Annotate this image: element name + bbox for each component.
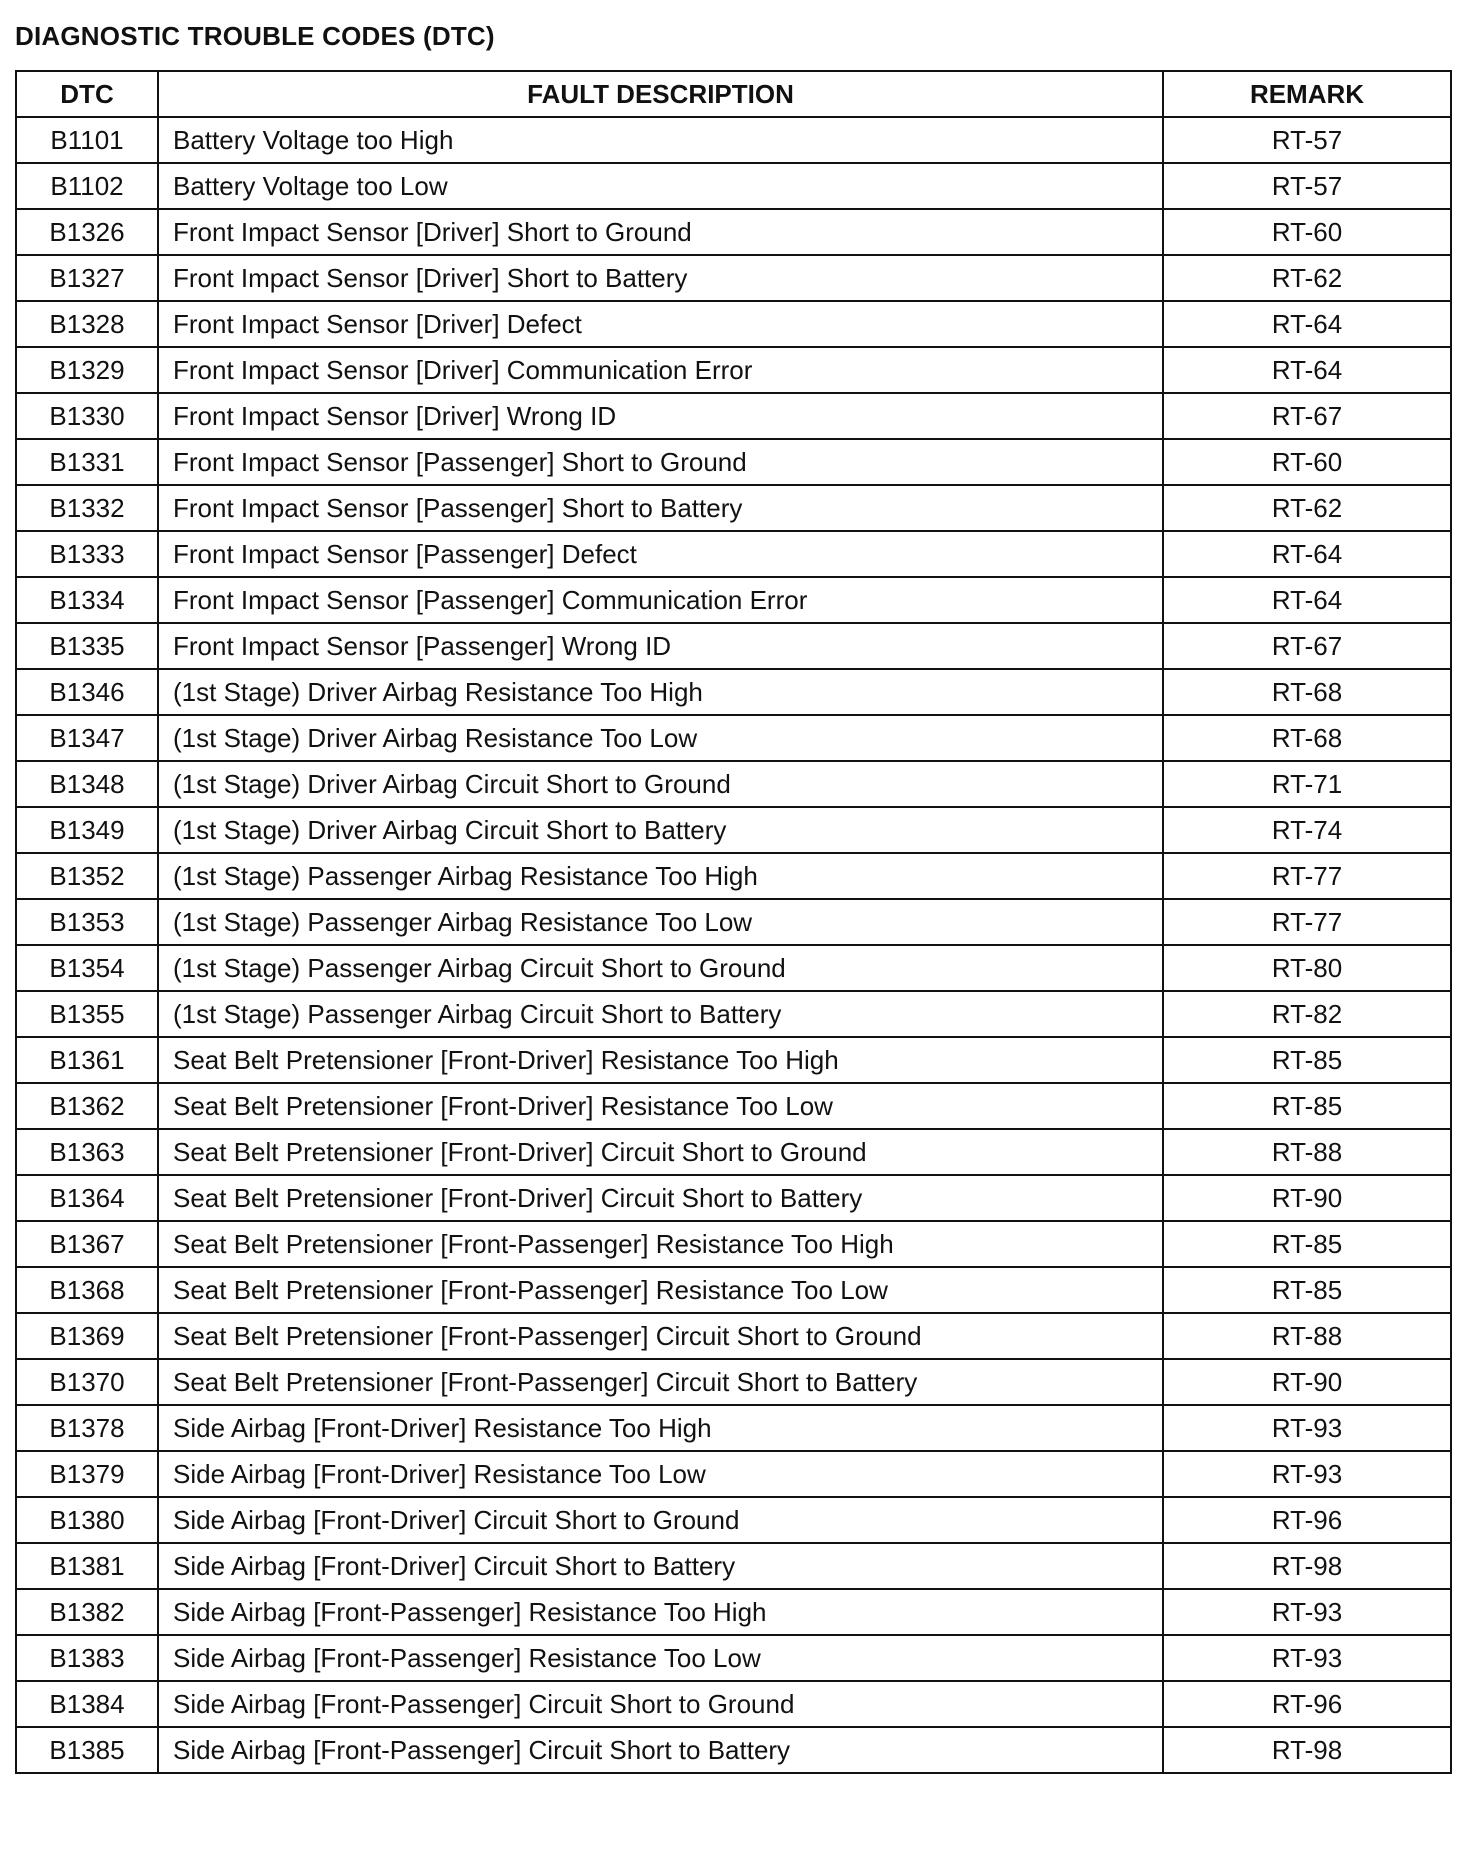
table-row [16, 531, 1451, 577]
fault-description-cell: (1st Stage) Passenger Airbag Resistance Too High [158, 853, 1163, 899]
table-row [16, 301, 1451, 347]
remark-cell: RT-64 [1163, 347, 1451, 393]
table-row [16, 1129, 1451, 1175]
dtc-code-cell: B1329 [16, 347, 158, 393]
table-row [16, 209, 1451, 255]
header-dtc: DTC [16, 71, 158, 117]
remark-cell: RT-77 [1163, 899, 1451, 945]
dtc-code-cell: B1383 [16, 1635, 158, 1681]
dtc-code-cell: B1332 [16, 485, 158, 531]
remark-cell: RT-90 [1163, 1175, 1451, 1221]
dtc-code-cell: B1362 [16, 1083, 158, 1129]
table-row [16, 761, 1451, 807]
table-row [16, 117, 1451, 163]
table-row [16, 807, 1451, 853]
fault-description-cell: Side Airbag [Front-Passenger] Resistance Too Low [158, 1635, 1163, 1681]
remark-cell: RT-93 [1163, 1589, 1451, 1635]
dtc-code-cell: B1355 [16, 991, 158, 1037]
fault-description-cell: Side Airbag [Front-Driver] Circuit Short to Ground [158, 1497, 1163, 1543]
table-row [16, 1313, 1451, 1359]
table-row [16, 1635, 1451, 1681]
fault-description-cell: Seat Belt Pretensioner [Front-Driver] Resistance Too Low [158, 1083, 1163, 1129]
remark-cell: RT-80 [1163, 945, 1451, 991]
dtc-code-cell: B1102 [16, 163, 158, 209]
fault-description-cell: Seat Belt Pretensioner [Front-Driver] Circuit Short to Ground [158, 1129, 1163, 1175]
remark-cell: RT-62 [1163, 255, 1451, 301]
table-row [16, 1359, 1451, 1405]
fault-description-cell: (1st Stage) Driver Airbag Circuit Short to Ground [158, 761, 1163, 807]
remark-cell: RT-93 [1163, 1451, 1451, 1497]
remark-cell: RT-57 [1163, 163, 1451, 209]
table-row [16, 1083, 1451, 1129]
remark-cell: RT-60 [1163, 209, 1451, 255]
dtc-code-cell: B1385 [16, 1727, 158, 1773]
fault-description-cell: Battery Voltage too High [158, 117, 1163, 163]
remark-cell: RT-62 [1163, 485, 1451, 531]
table-row [16, 1497, 1451, 1543]
remark-cell: RT-90 [1163, 1359, 1451, 1405]
remark-cell: RT-85 [1163, 1083, 1451, 1129]
remark-cell: RT-82 [1163, 991, 1451, 1037]
dtc-code-cell: B1326 [16, 209, 158, 255]
remark-cell: RT-85 [1163, 1037, 1451, 1083]
remark-cell: RT-93 [1163, 1405, 1451, 1451]
table-row [16, 991, 1451, 1037]
fault-description-cell: Front Impact Sensor [Driver] Short to Battery [158, 255, 1163, 301]
table-row [16, 255, 1451, 301]
fault-description-cell: Seat Belt Pretensioner [Front-Passenger] Circuit Short to Ground [158, 1313, 1163, 1359]
table-row [16, 1589, 1451, 1635]
dtc-code-cell: B1384 [16, 1681, 158, 1727]
dtc-code-cell: B1333 [16, 531, 158, 577]
remark-cell: RT-67 [1163, 393, 1451, 439]
dtc-code-cell: B1353 [16, 899, 158, 945]
dtc-code-cell: B1352 [16, 853, 158, 899]
table-row [16, 1175, 1451, 1221]
fault-description-cell: Side Airbag [Front-Passenger] Resistance Too High [158, 1589, 1163, 1635]
remark-cell: RT-77 [1163, 853, 1451, 899]
table-row [16, 393, 1451, 439]
table-row [16, 945, 1451, 991]
dtc-code-cell: B1380 [16, 1497, 158, 1543]
dtc-code-cell: B1378 [16, 1405, 158, 1451]
dtc-code-cell: B1330 [16, 393, 158, 439]
dtc-code-cell: B1354 [16, 945, 158, 991]
header-remark: REMARK [1163, 71, 1451, 117]
table-row [16, 1267, 1451, 1313]
remark-cell: RT-98 [1163, 1543, 1451, 1589]
remark-cell: RT-71 [1163, 761, 1451, 807]
fault-description-cell: (1st Stage) Passenger Airbag Circuit Short to Battery [158, 991, 1163, 1037]
fault-description-cell: Front Impact Sensor [Driver] Short to Ground [158, 209, 1163, 255]
table-row [16, 1405, 1451, 1451]
remark-cell: RT-98 [1163, 1727, 1451, 1773]
fault-description-cell: Front Impact Sensor [Driver] Defect [158, 301, 1163, 347]
fault-description-cell: Side Airbag [Front-Passenger] Circuit Short to Ground [158, 1681, 1163, 1727]
fault-description-cell: Side Airbag [Front-Driver] Resistance Too Low [158, 1451, 1163, 1497]
fault-description-cell: Seat Belt Pretensioner [Front-Driver] Circuit Short to Battery [158, 1175, 1163, 1221]
dtc-code-cell: B1363 [16, 1129, 158, 1175]
dtc-code-cell: B1379 [16, 1451, 158, 1497]
dtc-code-cell: B1331 [16, 439, 158, 485]
table-row [16, 899, 1451, 945]
fault-description-cell: Seat Belt Pretensioner [Front-Passenger] Resistance Too High [158, 1221, 1163, 1267]
header-fault-description: FAULT DESCRIPTION [158, 71, 1163, 117]
table-row [16, 1727, 1451, 1773]
remark-cell: RT-85 [1163, 1221, 1451, 1267]
dtc-code-cell: B1381 [16, 1543, 158, 1589]
table-row [16, 715, 1451, 761]
fault-description-cell: Front Impact Sensor [Passenger] Defect [158, 531, 1163, 577]
table-header [16, 71, 1451, 117]
table-row [16, 1037, 1451, 1083]
table-row [16, 1543, 1451, 1589]
fault-description-cell: (1st Stage) Passenger Airbag Resistance Too Low [158, 899, 1163, 945]
table-row [16, 485, 1451, 531]
fault-description-cell: (1st Stage) Driver Airbag Resistance Too High [158, 669, 1163, 715]
dtc-code-cell: B1370 [16, 1359, 158, 1405]
fault-description-cell: Front Impact Sensor [Passenger] Communication Error [158, 577, 1163, 623]
remark-cell: RT-64 [1163, 531, 1451, 577]
remark-cell: RT-85 [1163, 1267, 1451, 1313]
dtc-table [15, 70, 1452, 1774]
table-row [16, 1221, 1451, 1267]
dtc-code-cell: B1347 [16, 715, 158, 761]
table-row [16, 439, 1451, 485]
remark-cell: RT-64 [1163, 577, 1451, 623]
dtc-code-cell: B1334 [16, 577, 158, 623]
table-row [16, 1451, 1451, 1497]
fault-description-cell: Front Impact Sensor [Passenger] Short to Battery [158, 485, 1163, 531]
remark-cell: RT-74 [1163, 807, 1451, 853]
remark-cell: RT-93 [1163, 1635, 1451, 1681]
fault-description-cell: Side Airbag [Front-Passenger] Circuit Short to Battery [158, 1727, 1163, 1773]
table-row [16, 1681, 1451, 1727]
dtc-code-cell: B1101 [16, 117, 158, 163]
remark-cell: RT-60 [1163, 439, 1451, 485]
table-body [16, 117, 1451, 1773]
dtc-code-cell: B1382 [16, 1589, 158, 1635]
dtc-code-cell: B1346 [16, 669, 158, 715]
dtc-code-cell: B1367 [16, 1221, 158, 1267]
table-row [16, 623, 1451, 669]
dtc-code-cell: B1368 [16, 1267, 158, 1313]
remark-cell: RT-68 [1163, 715, 1451, 761]
dtc-code-cell: B1335 [16, 623, 158, 669]
dtc-code-cell: B1328 [16, 301, 158, 347]
fault-description-cell: Front Impact Sensor [Passenger] Wrong ID [158, 623, 1163, 669]
header-row [16, 71, 1451, 117]
fault-description-cell: Front Impact Sensor [Driver] Wrong ID [158, 393, 1163, 439]
remark-cell: RT-64 [1163, 301, 1451, 347]
remark-cell: RT-57 [1163, 117, 1451, 163]
table-row [16, 669, 1451, 715]
page-title: DIAGNOSTIC TROUBLE CODES (DTC) [15, 21, 495, 51]
dtc-code-cell: B1348 [16, 761, 158, 807]
fault-description-cell: Seat Belt Pretensioner [Front-Passenger] Resistance Too Low [158, 1267, 1163, 1313]
fault-description-cell: Side Airbag [Front-Driver] Circuit Short to Battery [158, 1543, 1163, 1589]
remark-cell: RT-88 [1163, 1129, 1451, 1175]
remark-cell: RT-68 [1163, 669, 1451, 715]
dtc-code-cell: B1361 [16, 1037, 158, 1083]
fault-description-cell: Front Impact Sensor [Driver] Communication Error [158, 347, 1163, 393]
table-row [16, 347, 1451, 393]
remark-cell: RT-67 [1163, 623, 1451, 669]
fault-description-cell: (1st Stage) Driver Airbag Circuit Short to Battery [158, 807, 1163, 853]
table-row [16, 163, 1451, 209]
remark-cell: RT-96 [1163, 1681, 1451, 1727]
remark-cell: RT-96 [1163, 1497, 1451, 1543]
fault-description-cell: (1st Stage) Passenger Airbag Circuit Short to Ground [158, 945, 1163, 991]
fault-description-cell: (1st Stage) Driver Airbag Resistance Too Low [158, 715, 1163, 761]
dtc-code-cell: B1369 [16, 1313, 158, 1359]
fault-description-cell: Side Airbag [Front-Driver] Resistance Too High [158, 1405, 1163, 1451]
table-row [16, 853, 1451, 899]
dtc-code-cell: B1327 [16, 255, 158, 301]
fault-description-cell: Battery Voltage too Low [158, 163, 1163, 209]
remark-cell: RT-88 [1163, 1313, 1451, 1359]
dtc-code-cell: B1349 [16, 807, 158, 853]
fault-description-cell: Seat Belt Pretensioner [Front-Passenger] Circuit Short to Battery [158, 1359, 1163, 1405]
table-row [16, 577, 1451, 623]
fault-description-cell: Front Impact Sensor [Passenger] Short to Ground [158, 439, 1163, 485]
fault-description-cell: Seat Belt Pretensioner [Front-Driver] Resistance Too High [158, 1037, 1163, 1083]
dtc-code-cell: B1364 [16, 1175, 158, 1221]
